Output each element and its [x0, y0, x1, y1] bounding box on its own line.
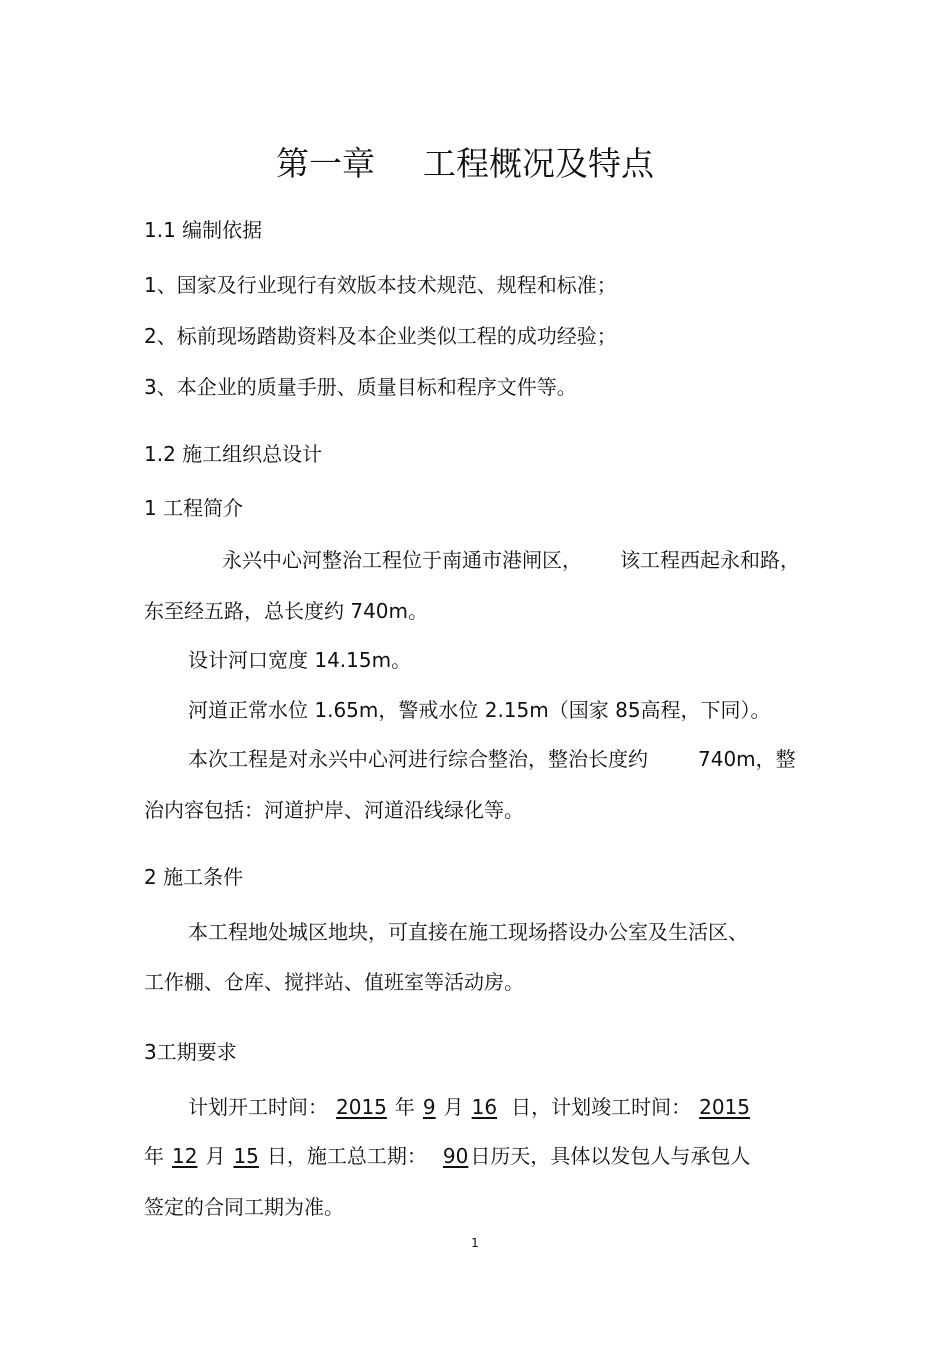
conditions-line-2: 工作棚、仓库、搅拌站、值班室等活动房。 [144, 970, 524, 994]
basis-item-1: 1、国家及行业现行有效版本技术规范、规程和标准； [144, 273, 617, 297]
start-year: 2015 [336, 1095, 387, 1119]
page-number: 1 [471, 1236, 479, 1250]
conditions-line-1: 本工程地处城区地块，可直接在施工现场搭设办公室及生活区、 [188, 920, 748, 944]
scope-paragraph-line-2: 治内容包括：河道护岸、河道沿线绿化等。 [144, 798, 524, 822]
schedule-line-3: 签定的合同工期为准。 [144, 1195, 344, 1219]
subsection-title-overview: 1 工程简介 [144, 496, 244, 520]
scope-paragraph-line-1: 本次工程是对永兴中心河进行综合整治，整治长度约 740m，整 [188, 747, 796, 771]
chapter-number: 第一章 [276, 144, 375, 183]
overview-paragraph-line-2: 东至经五路，总长度约 740m。 [144, 599, 429, 623]
subsection-title-conditions: 2 施工条件 [144, 865, 244, 889]
water-level-line: 河道正常水位 1.65m，警戒水位 2.15m（国家 85高程，下同）。 [188, 698, 771, 722]
end-year: 2015 [699, 1095, 750, 1119]
section-heading-1-2: 1.2 施工组织总设计 [144, 442, 323, 466]
start-day: 16 [471, 1095, 498, 1119]
basis-item-2: 2、标前现场踏勘资料及本企业类似工程的成功经验； [144, 324, 617, 348]
subsection-title-schedule: 3工期要求 [144, 1040, 237, 1064]
end-month: 12 [172, 1144, 198, 1168]
section-heading-1-1: 1.1 编制依据 [144, 218, 263, 242]
chapter-title [0, 140, 930, 188]
overview-paragraph-line-1: 永兴中心河整治工程位于南通市港闸区， 该工程西起永和路， [222, 548, 800, 572]
start-month: 9 [422, 1095, 436, 1119]
basis-item-3: 3、本企业的质量手册、质量目标和程序文件等。 [144, 375, 577, 399]
design-width-line: 设计河口宽度 14.15m。 [188, 648, 412, 672]
total-days: 90 [442, 1144, 469, 1168]
schedule-line-1: 计划开工时间： 2015 年 9 月 16 日，计划竣工时间： 2015 [188, 1093, 758, 1121]
chapter-name: 工程概况及特点 [423, 144, 654, 183]
schedule-line-2: 年 12 月 15 日，施工总工期： 90 日历天，具体以发包人与承包人 [144, 1144, 751, 1168]
end-day: 15 [233, 1144, 259, 1168]
